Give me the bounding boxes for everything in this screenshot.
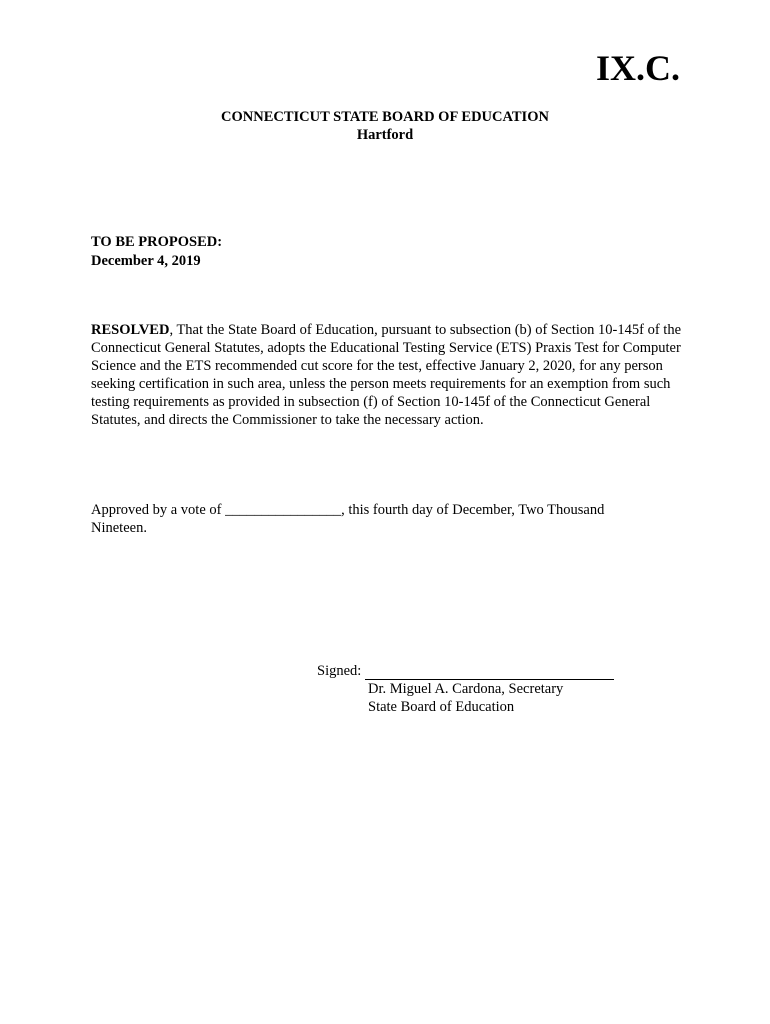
proposed-date: December 4, 2019 [91, 253, 201, 269]
city-name: Hartford [356, 127, 414, 143]
signer-name: Dr. Miguel A. Cardona, Secretary [368, 681, 564, 697]
organization-name: CONNECTICUT STATE BOARD OF EDUCATION [221, 109, 549, 125]
agenda-item-number: IX.C. [595, 48, 680, 88]
approval-paragraph: Approved by a vote of ________________, this fourth day of December, Two Thousand Nineteen. [91, 502, 605, 536]
resolution-text: , That the State Board of Education, pursuant to subsection (b) of Section 10-145f of the Connecticut General Statutes, adopts the Educational Testing Service (ETS) Praxis Test for Computer Science and the ETS recommended cut score for the test, effective January 2, 2020, for any person seeking certification in such area, unless the person meets requirements for an exemption from such testing requirements as provided in subsection (f) of Section 10-145f of the Connecticut General Statutes, and directs the Commissioner to take the necessary action. [91, 322, 682, 428]
signature-block [317, 662, 614, 716]
proposal-block [91, 233, 222, 271]
document-header [0, 108, 770, 144]
signature-line [365, 665, 614, 680]
proposed-label: TO BE PROPOSED: [91, 234, 223, 250]
signed-label: Signed: [317, 663, 362, 679]
resolution-paragraph [91, 321, 691, 429]
resolved-lead: RESOLVED [91, 322, 170, 338]
signer-title: State Board of Education [368, 699, 515, 715]
signature-row [317, 662, 614, 680]
